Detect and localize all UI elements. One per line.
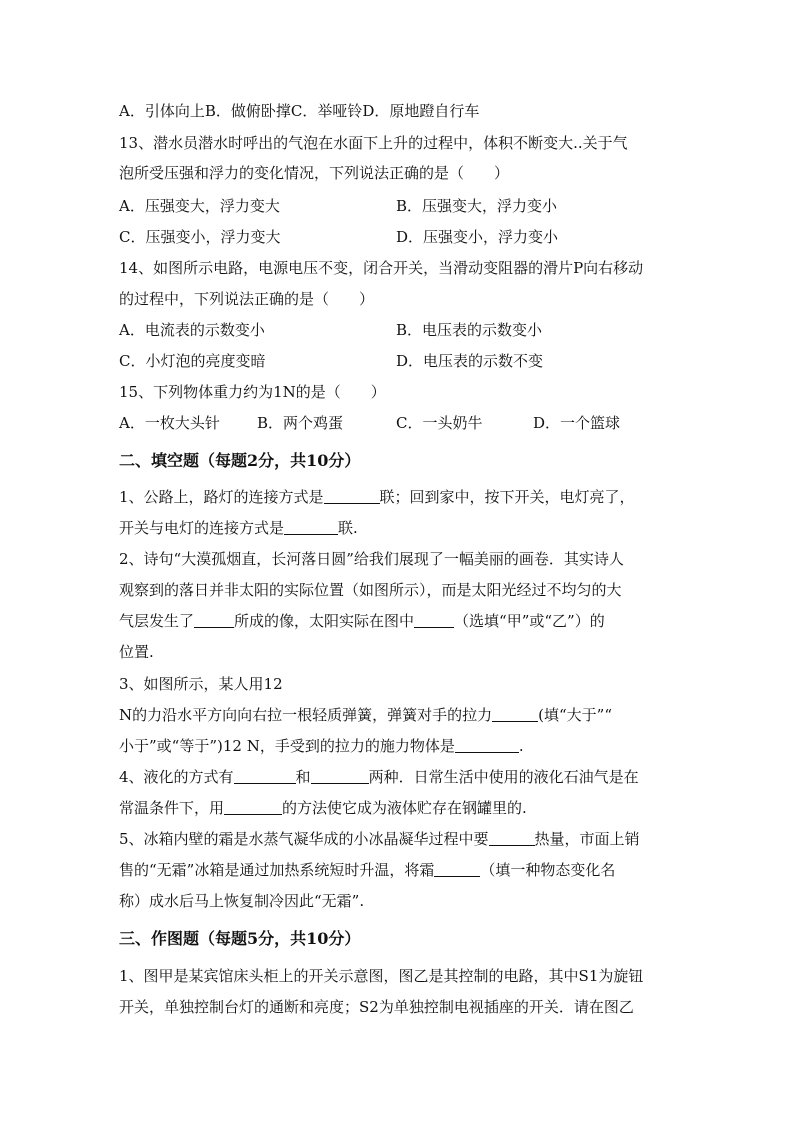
q14-option-b: B．电压表的示数变小: [396, 321, 543, 339]
fill5-blank-1[interactable]: [489, 830, 535, 846]
fill1-blank-2[interactable]: [284, 519, 338, 535]
q12-options: A．引体向上B．做俯卧撑C．举哑铃D．原地蹬自行车: [119, 102, 480, 120]
fill1-text-b: 联；回到家中，按下开关，电灯亮了，: [379, 488, 635, 506]
fill5-blank-2[interactable]: [434, 861, 480, 877]
q13-stem-line1: 13、潜水员潜水时呼出的气泡在水面下上升的过程中，体积不断变大..关于气: [119, 134, 628, 152]
fill2-blank-2[interactable]: [414, 612, 454, 628]
fill4-line2: [119, 798, 679, 818]
fill4-blank-3[interactable]: [224, 799, 282, 815]
q14-stem-line1: 14、如图所示电路，电源电压不变，闭合开关，当滑动变阻器的滑片P向右移动: [119, 259, 644, 277]
fill3-blank-2[interactable]: [455, 737, 519, 753]
q13-option-c: C．压强变小，浮力变大: [119, 228, 281, 246]
fill5-line3: 称）成水后马上恢复制冷因此“无霜”.: [119, 892, 365, 910]
fill3-line1: 3、如图所示，某人用12: [119, 675, 283, 693]
q14-option-c: C．小灯泡的亮度变暗: [119, 352, 266, 370]
fill2-text-a: 气层发生了: [119, 612, 195, 630]
q15-option-a: A．一枚大头针: [119, 414, 220, 432]
fill5-line1: [119, 829, 679, 849]
fill2-line1: 2、诗句“大漠孤烟直，长河落日圆”给我们展现了一幅美丽的画卷．其实诗人: [119, 550, 624, 568]
fill4-text-b: 和: [295, 768, 311, 786]
fill5-text-d: （填一种物态变化名: [480, 861, 616, 879]
fill5-text-a: 5、冰箱内壁的霜是水蒸气凝华成的小冰晶凝华过程中要: [119, 830, 489, 848]
draw1-line1: 1、图甲是某宾馆床头柜上的开关示意图，图乙是其控制的电路，其中S1为旋钮: [119, 967, 644, 985]
fill1-text-c: 开关与电灯的连接方式是: [119, 519, 285, 537]
fill2-line4: 位置.: [119, 643, 154, 661]
fill4-text-e: 的方法使它成为液体贮存在钢罐里的.: [282, 799, 527, 817]
fill5-line2: [119, 860, 679, 880]
fill1-line2: [119, 518, 679, 538]
fill2-line2: 观察到的落日并非太阳的实际位置（如图所示），而是太阳光经过不均匀的大: [119, 581, 622, 599]
q13-option-d: D．压强变小，浮力变小: [396, 228, 559, 246]
q13-option-a: A．压强变大，浮力变大: [119, 197, 280, 215]
q13-stem-line2: 泡所受压强和浮力的变化情况，下列说法正确的是（ ）: [119, 164, 510, 182]
fill1-text-a: 1、公路上，路灯的连接方式是: [119, 488, 324, 506]
fill3-blank-1[interactable]: [492, 706, 538, 722]
q15-stem: 15、下列物体重力约为1N的是（ ）: [119, 383, 386, 401]
fill3-line2: [119, 705, 679, 725]
fill5-text-c: 售的“无霜”冰箱是通过加热系统短时升温，将霜: [119, 861, 435, 879]
q15-option-d: D．一个篮球: [533, 414, 621, 432]
fill2-line3: [119, 611, 679, 631]
fill2-text-b: 所成的像，太阳实际在图中: [234, 612, 415, 630]
fill1-text-d: 联.: [338, 519, 358, 537]
fill1-blank-1[interactable]: [324, 488, 380, 504]
section3-title: 三、作图题（每题5分，共10分）: [119, 929, 361, 948]
draw1-line2: 开关，单独控制台灯的通断和亮度；S2为单独控制电视插座的开关．请在图乙: [119, 998, 634, 1016]
fill4-blank-2[interactable]: [311, 768, 369, 784]
q14-option-d: D．电压表的示数不变: [396, 352, 544, 370]
fill2-text-c: （选填“甲”或“乙”）的: [454, 612, 605, 630]
q15-option-c: C．一头奶牛: [396, 414, 483, 432]
fill3-line3: [119, 736, 679, 756]
fill4-text-c: 两种．日常生活中使用的液化石油气是在: [368, 768, 639, 786]
fill4-blank-1[interactable]: [234, 768, 296, 784]
q14-option-a: A．电流表的示数变小: [119, 321, 265, 339]
fill4-text-a: 4、液化的方式有: [119, 768, 234, 786]
fill5-text-b: 热量，市面上销: [534, 830, 640, 848]
fill3-text-d: .: [518, 737, 524, 755]
q13-option-b: B．压强变大，浮力变小: [396, 197, 558, 215]
section2-title: 二、填空题（每题2分，共10分）: [119, 451, 361, 470]
fill3-text-c: 小于”或“等于”)12 N，手受到的拉力的施力物体是: [119, 737, 455, 755]
fill1-line1: [119, 487, 679, 507]
fill4-text-d: 常温条件下，用: [119, 799, 225, 817]
fill3-text-a: N的力沿水平方向向右拉一根轻质弹簧，弹簧对手的拉力: [119, 706, 493, 724]
fill2-blank-1[interactable]: [194, 612, 234, 628]
q14-stem-line2: 的过程中，下列说法正确的是（ ）: [119, 290, 375, 308]
fill4-line1: [119, 767, 679, 787]
q15-option-b: B．两个鸡蛋: [257, 414, 344, 432]
fill3-text-b: (填“大于”“: [538, 706, 612, 724]
